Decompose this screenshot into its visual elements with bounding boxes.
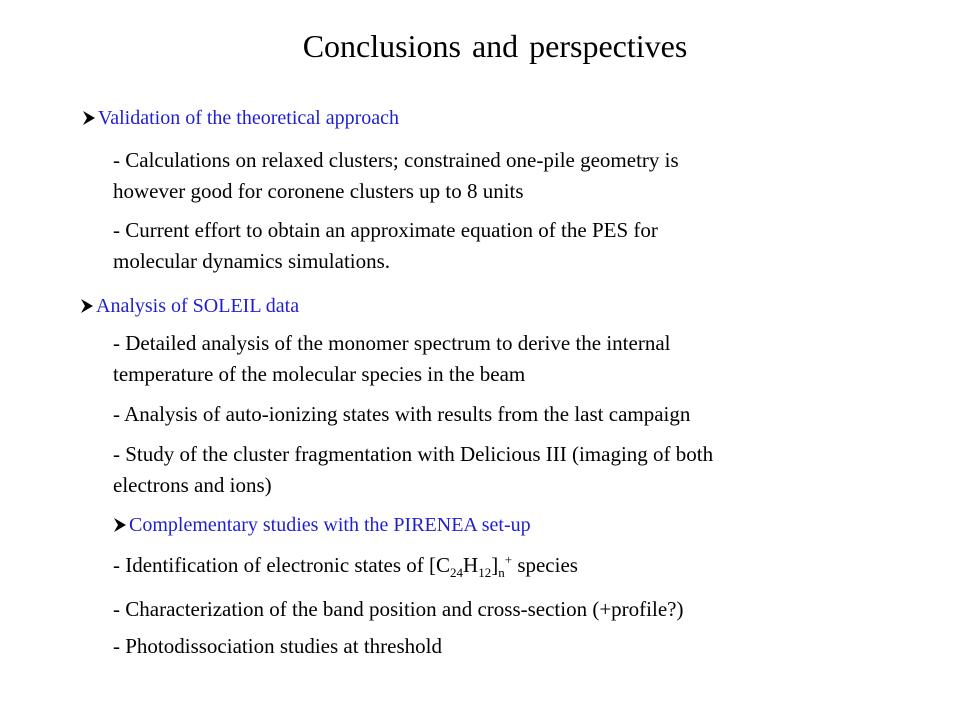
formula-superscript: + — [504, 552, 513, 567]
list-item-line: molecular dynamics simulations. — [113, 249, 391, 273]
list-item-line: however good for coronene clusters up to 8 units — [113, 179, 524, 203]
arrow-right-icon — [82, 109, 96, 132]
list-item-line: - Current effort to obtain an approximate equation of the PES for — [113, 218, 658, 242]
list-item — [113, 550, 893, 581]
list-item — [113, 631, 893, 662]
section-heading-label: Analysis of SOLEIL data — [96, 295, 300, 317]
section-heading-label: Complementary studies with the PIRENEA set-up — [129, 514, 531, 536]
list-item-line: - Photodissociation studies at threshold — [113, 634, 442, 658]
list-item — [113, 145, 893, 207]
list-item-line: electrons and ions) — [113, 473, 272, 497]
formula-subscript: 12 — [478, 565, 492, 580]
section-heading-validation — [82, 107, 399, 132]
list-item-line: - Study of the cluster fragmentation with Delicious III (imaging of both — [113, 442, 714, 466]
list-item — [113, 594, 893, 625]
list-item-line: - Calculations on relaxed clusters; constrained one-pile geometry is — [113, 148, 679, 172]
list-item — [113, 215, 893, 277]
formula-subscript: 24 — [450, 565, 464, 580]
slide-title: Conclusions and perspectives — [302, 28, 688, 64]
list-item-line — [113, 550, 893, 581]
list-item — [113, 399, 893, 430]
section-heading-pirenea — [113, 514, 531, 539]
list-item — [113, 328, 893, 390]
list-item-line: - Characterization of the band position and cross-section (+profile?) — [113, 597, 684, 621]
section-heading-label: Validation of the theoretical approach — [98, 107, 399, 129]
list-item-line: temperature of the molecular species in the beam — [113, 362, 526, 386]
formula-subscript: n — [498, 565, 505, 580]
formula-text: H — [463, 553, 479, 577]
arrow-right-icon — [80, 297, 94, 320]
section-heading-soleil — [80, 295, 299, 320]
list-item-line: - Analysis of auto-ionizing states with results from the last campaign — [113, 402, 691, 426]
list-item-line: - Detailed analysis of the monomer spectrum to derive the internal — [113, 331, 671, 355]
formula-text: species — [512, 553, 578, 577]
formula-text: ] — [491, 553, 499, 577]
arrow-right-icon — [113, 516, 127, 539]
list-item — [113, 439, 893, 501]
formula-text: - Identification of electronic states of [C — [113, 553, 451, 577]
